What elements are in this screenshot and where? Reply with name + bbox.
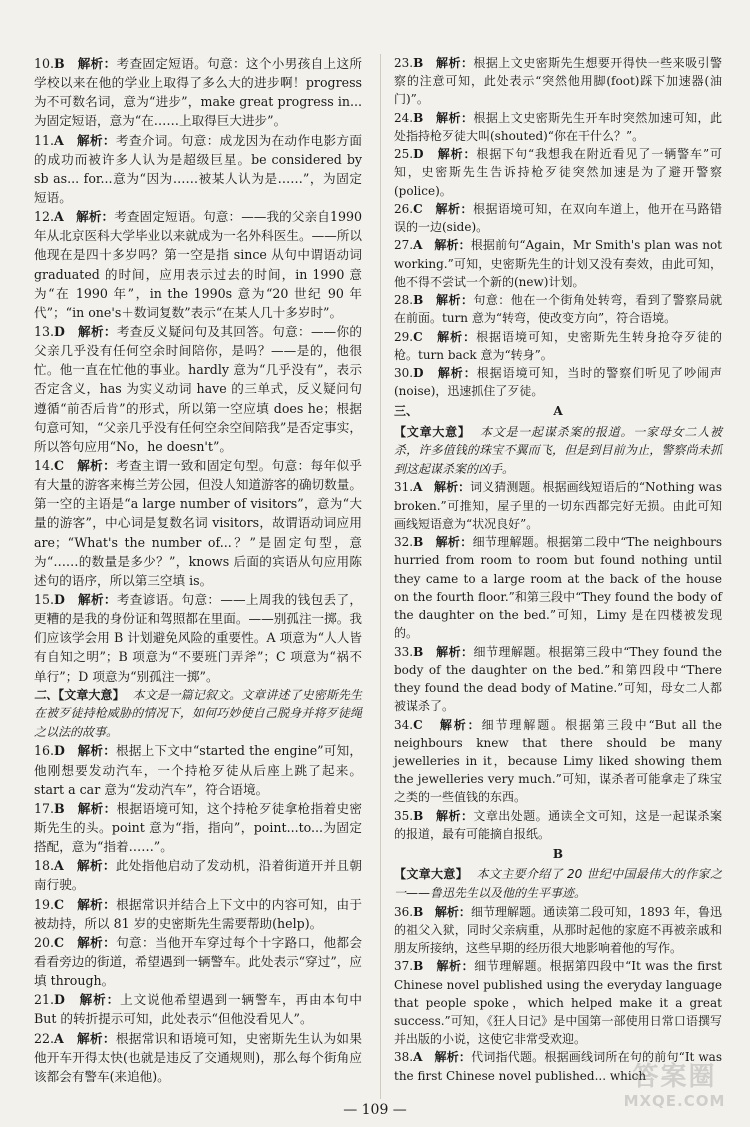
answer-item [34,741,362,798]
answer-item [394,364,722,400]
passage-heading [394,402,722,420]
question-number: 34. [394,717,414,732]
analysis-text: 细节理解题。根据第三段中“They found the body of the daughter on the bed.”和第四段中“There they found the dead body of Matine.”可知，母女二人都被谋杀了。 [394,644,722,714]
watermark-url: MXQE.COM [623,1092,726,1110]
analysis-text: 根据常识和语境可知，史密斯先生认为如果他开车开得太快(也就是违反了交通规则)，那么每个街角应该都会有警车(来追他)。 [34,1030,363,1084]
analysis-label: 解析： [437,365,477,380]
question-number: 30. [394,365,414,380]
answer-item [34,207,362,322]
analysis-label: 解析： [436,293,474,308]
analysis-text: 根据上文史密斯先生开车时突然加速可知，此处指持枪歹徒大叫(shouted)“你在干什么？”。 [394,110,722,143]
question-number: 29. [394,329,414,344]
answer-letter: B [413,56,424,70]
question-number: 31. [394,480,414,495]
answer-letter: C [413,717,423,732]
question-number: 15. [34,591,55,607]
question-number: 11. [34,132,55,148]
analysis-label: 解析： [434,480,471,495]
answer-letter: B [413,904,424,919]
analysis-label: 解析： [436,110,474,125]
passage-letter: A [553,404,563,419]
answer-letter: B [413,110,424,125]
question-number: 33. [394,644,414,659]
analysis-text: 考查固定短语。句意：这个小男孩自上这所学校以来在他的学业上取得了多么大的进步啊！progress 为不可数名词，意为“进步”，make great progress in...为固定短语，意为“在……上取得巨大进步”。 [34,56,363,129]
answer-item [394,328,722,364]
page-number: — 109 — [343,1102,407,1118]
question-number: 38. [394,1050,414,1065]
answer-item [394,236,722,291]
answer-letter: A [413,480,423,495]
analysis-text: 细节理解题。根据第三段中“But all the neighbours knew that there should be many jewelleries in it，because Limy liked showing them the jewelleries very much.”可知，谋杀者可能拿走了珠宝之类的一些值钱的东西。 [394,717,722,805]
analysis-label: 解析： [77,896,117,912]
analysis-text: 根据下句“我想我在附近看见了一辆警车”可知，史密斯先生告诉持枪歹徒突然加速是为了避开警察(police)。 [394,147,722,198]
summary-text: 本文主要介绍了 20 世纪中国最伟大的作家之一——鲁迅先生以及他的生平事迹。 [394,867,722,900]
question-number: 19. [34,896,55,912]
answer-letter: A [54,1030,64,1046]
answer-letter: C [54,457,65,473]
question-number: 17. [34,800,55,816]
analysis-text: 考查主谓一致和固定句型。句意：每年似乎有大量的游客来梅兰芳公园，但没人知道游客的确切数量。第一空的主语是“a large number of visitors”，意为“大量的游客”，中心词是复数名词 visitors，故谓语动词应用 are；“What's the number of...？”是固定句型，意为“……的数量是多少？”，knows 后面的宾语从句应用陈述句的语序，所以第三空填 is。 [34,457,363,588]
answer-letter: A [54,858,64,874]
summary-text: 本文是一起谋杀案的报道。一家母女二人被杀，许多值钱的珠宝不翼而飞，但是到目前为止，警察尚未抓到这起谋杀案的凶手。 [394,424,722,476]
analysis-text: 句意：当他开车穿过每个十字路口，他都会看看旁边的街道，希望遇到一辆警车。此处表示“穿过”，应填 through。 [34,934,363,989]
answer-letter: C [54,896,65,912]
answer-letter: C [413,329,423,344]
analysis-text: 根据语境可知，在双向车道上，他开在马路错误的一边(side)。 [394,201,722,235]
analysis-text: 根据语境可知，这个持枪歹徒拿枪指着史密斯先生的头。point 意为“指，指向”，point...to...为固定搭配，意为“指着……”。 [34,800,363,855]
summary-tag: 【文章大意】 [394,424,471,439]
answer-letter: A [413,238,423,253]
analysis-label: 解析： [435,201,473,216]
question-number: 14. [34,457,55,473]
summary-tag: 【文章大意】 [58,687,125,702]
article-summary [394,423,722,479]
analysis-text: 考查固定短语。句意：——我的父亲自1990年从北京医科大学毕业以来就成为一名外科医生。——所以他现在是四十多岁吗？第一空是指 since 从句中谓语动词 graduated 的时间，应用表示过去的时间，in 1990 意为“在 1990 年”，in the 1990s 意为“20 世纪 90 年代”；“in one's＋数词复数”表示“在某人几十多岁时”。 [34,209,363,320]
answer-item [34,1029,362,1086]
answer-letter: D [413,147,424,162]
answer-letter: B [413,959,424,974]
analysis-text: 句意：他在一个街角处转弯，看到了警察局就在前面。turn 意为“转弯，使改变方向”，符合语境。 [394,293,722,326]
question-number: 27. [394,238,414,253]
answer-item [394,200,722,236]
analysis-label: 解析： [79,992,121,1008]
analysis-text: 根据常识并结合上下文中的内容可知，由于被劫持，所以 81 岁的史密斯先生需要帮助(help)。 [34,896,363,931]
question-number: 32. [394,535,414,550]
question-number: 35. [394,808,414,823]
answer-letter: D [54,591,65,607]
passage-letter: B [552,847,564,862]
answer-letter: C [413,201,423,216]
answer-item [34,799,362,856]
answer-letter: B [413,535,424,550]
answer-letter: A [413,1050,423,1065]
analysis-text: 根据语境可知，当时的警察们听见了吵闹声(noise)，迅速抓住了歹徒。 [394,365,722,399]
summary-tag: 【文章大意】 [394,867,469,882]
answer-item [34,990,362,1028]
analysis-label: 解析： [77,457,117,473]
analysis-label: 解析： [77,934,117,950]
answer-page [34,54,724,1094]
watermark-logo [617,1062,732,1120]
analysis-text: 考查反义疑问句及其回答。句意：——你的父亲几乎没有任何空余时间陪你，是吗？——是的，他很忙。他一直在忙他的事业。hardly 意为“几乎没有”，表示否定含义，has 为实义动词 have 的三单式，反义疑问句遵循“前否后肯”的形式，所以第一空应填 does he；根据句意可知，“父亲几乎没有任何空余空间陪我”是否定事实，所以答句应用“No，he doesn't”。 [34,323,363,454]
analysis-label: 解析： [434,1050,472,1065]
analysis-label: 解析： [436,56,474,70]
answer-item [34,856,362,894]
analysis-label: 解析： [76,1030,116,1046]
analysis-label: 解析： [434,904,471,919]
analysis-label: 解析： [76,132,116,148]
question-number: 22. [34,1030,55,1046]
analysis-label: 解析： [76,209,115,225]
analysis-label: 解析： [77,743,117,759]
analysis-label: 解析： [78,591,117,607]
analysis-label: 解析： [436,644,474,659]
answer-item [394,957,722,1048]
article-summary [34,686,362,742]
question-number: 13. [34,323,55,339]
question-number: 21. [34,992,55,1008]
answer-item [394,54,722,109]
answer-letter: D [54,992,65,1008]
answer-item [34,933,362,990]
analysis-text: 细节理解题。根据第二段中“The neighbours hurried from room to room but found nothing until they came to a large room at the back of the house on the fourth floor.”和第三段中“They found the body of the daughter on the bed.”可知，Limy 是在四楼被发现的。 [394,535,722,641]
answer-item [394,109,722,145]
answer-letter: B [54,800,65,816]
answer-item [34,895,362,933]
analysis-label: 解析： [77,56,117,71]
question-number: 36. [394,904,414,919]
analysis-text: 细节理解题。通读第二段可知，1893 年，鲁迅的祖父入狱，同时父亲病重，从那时起他的家庭不再被亲戚和朋友所接纳，这些早期的经历很大地影响着他的写作。 [394,904,722,956]
analysis-text: 根据上下文中“started the engine”可知，他刚想要发动汽车，一个持枪歹徒从后座上跳了起来。start a car 意为“发动汽车”，符合语境。 [34,743,363,797]
answer-letter: B [413,644,424,659]
analysis-text: 考查介词。句意：成龙因为在动作电影方面的成功而被许多人认为是超级巨星。be considered by sb as... for...意为“因为……被某人认为是……”，为固定短语。 [34,132,363,205]
analysis-text: 此处指他启动了发动机，沿着街道开并且朝南行驶。 [34,858,363,893]
answer-item [394,903,722,958]
analysis-label: 解析： [436,959,475,974]
answer-letter: D [54,323,65,339]
right-column [394,54,722,1085]
question-number: 37. [394,959,414,974]
answer-item [34,54,362,131]
section-number: 二、 [34,687,59,702]
answer-item [394,145,722,200]
answer-item [394,716,722,807]
analysis-text: 细节理解题。根据第四段中“It was the first Chinese novel published using the everyday language that people spoke，which helped make it a great success.”可知，《狂人日记》是中国第一部使用日常口语撰写并出版的小说，这使它非常受欢迎。 [394,959,722,1047]
answer-letter: D [54,743,65,759]
answer-item [34,131,362,208]
analysis-text: 根据前句“Again，Mr Smith's plan was not working.”可知，史密斯先生的计划又没有奏效，由此可知，他不得不尝试一个新的(new)计划。 [394,238,722,289]
analysis-label: 解析： [434,238,471,253]
analysis-text: 根据上文史密斯先生想要开得快一些来吸引警察的注意可知，此处表示“突然他用脚(foot)踩下加速器(油门)”。 [394,56,722,107]
question-number: 16. [34,743,55,759]
question-number: 20. [34,934,55,950]
analysis-text: 考查谚语。句意：——上周我的钱包丢了，更糟的是我的身份证和驾照都在里面。——别孤注一掷。我们应该学会用 B 计划避免风险的重要性。A 项意为“人人皆有自知之明”；B 项意为“不要班门弄斧”；C 项意为“祸不单行”；D 项意为“别孤注一掷”。 [34,591,363,684]
passage-heading [394,845,722,863]
answer-item [34,322,362,456]
question-number: 28. [394,293,414,308]
analysis-label: 解析： [78,323,117,339]
analysis-text: 文章出处题。通读全文可知，这是一起谋杀案的报道，最有可能摘自报纸。 [394,808,722,841]
answer-letter: B [54,56,65,71]
analysis-label: 解析： [437,147,477,162]
answer-letter: D [413,365,424,380]
question-number: 26. [394,201,414,216]
analysis-label: 解析： [437,329,477,344]
question-number: 12. [34,209,55,225]
answer-item [34,590,362,686]
summary-text: 本文是一篇记叙文。文章讲述了史密斯先生在被歹徒持枪威胁的情况下，如何巧妙使自己脱身并将歹徒绳之以法的故事。 [34,687,362,739]
left-column [34,54,362,1086]
question-number: 10. [34,56,55,71]
answer-letter: B [413,293,424,308]
answer-letter: C [54,934,65,950]
answer-item [394,643,722,716]
section-number: 三、 [394,404,419,419]
answer-letter: A [54,132,64,148]
watermark-text: 答案圈 [632,1062,717,1092]
answer-item [394,291,722,327]
answer-letter: A [54,209,64,225]
answer-letter: B [413,808,424,823]
analysis-text: 根据语境可知，史密斯先生转身抢夺歹徒的枪。turn back 意为“转身”。 [394,329,722,362]
answer-item [394,478,722,533]
column-divider [380,54,381,1099]
analysis-text: 上文说他希望遇到一辆警车，再由本句中 But 的转折提示可知，此处表示“但他没看见人”。 [34,992,363,1027]
question-number: 24. [394,110,414,125]
question-number: 18. [34,858,55,874]
analysis-label: 解析： [439,717,482,732]
answer-item [394,807,722,843]
answer-item [34,456,362,590]
analysis-text: 词义猜测题。根据画线短语后的“Nothing was broken.”可推知，屋子里的一切东西都完好无损。由此可知画线短语意为“状况良好”。 [394,480,722,531]
analysis-text: 代词指代题。根据画线词所在句的前句“It was the first Chinese novel published... which [394,1050,722,1083]
analysis-label: 解析： [435,535,473,550]
question-number: 25. [394,147,414,162]
article-summary [394,865,722,902]
analysis-label: 解析： [77,800,117,816]
analysis-label: 解析： [76,858,116,874]
analysis-label: 解析： [436,808,474,823]
question-number: 23. [394,56,414,70]
answer-item [394,533,722,642]
